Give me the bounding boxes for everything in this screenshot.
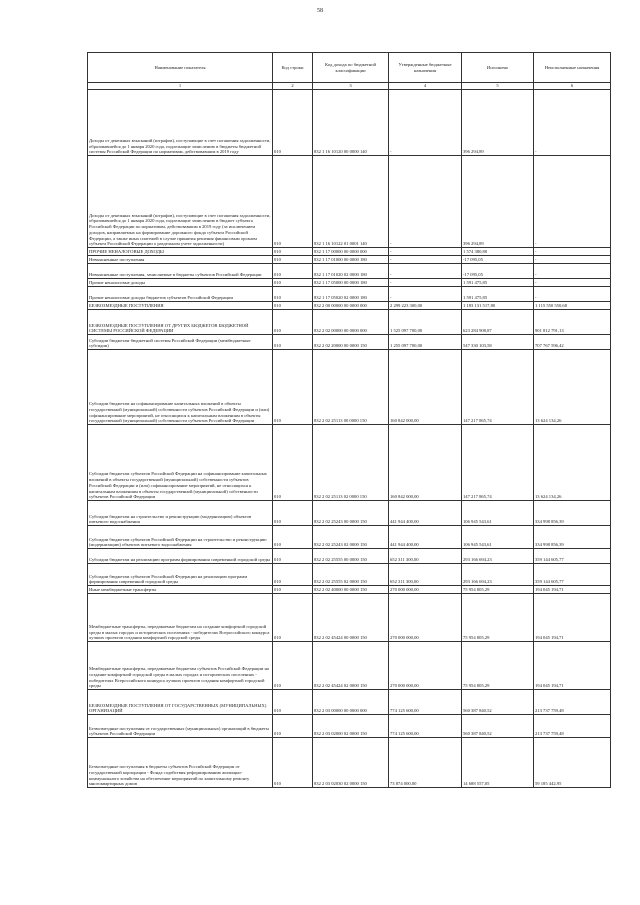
budget-class-code-cell: 832 1 17 01000 00 0000 180 bbox=[313, 256, 389, 264]
indicator-name-cell: БЕЗВОЗМЕЗДНЫЕ ПОСТУПЛЕНИЯ ОТ ГОСУДАРСТВЕННЫХ (МУНИЦИПАЛЬНЫХ) ОРГАНИЗАЦИЙ bbox=[88, 690, 273, 715]
indicator-name-cell: Доходы от денежных взысканий (штрафов), поступающие в счет погашения задолженности, образовавшейся до 1 января 2020 года, подлежащие зачислению в бюджеты бюджетной системы Российской Федерации по нормативам, действовавшим в 2019 году bbox=[88, 90, 273, 156]
approved-amount-cell: - bbox=[389, 264, 462, 279]
unexecuted-amount-cell: - bbox=[534, 264, 611, 279]
executed-amount-cell: 1 591 475,85 bbox=[462, 279, 534, 287]
indicator-name-cell: Субсидии бюджетам на реализацию программ формирования современной городской среды bbox=[88, 549, 273, 564]
indicator-name-cell: Субсидии бюджетам на софинансирование капитальных вложений в объекты государственной (муниципальной) собственности субъектов Российской Федерации и (или) софинансирование мероприятий, не относящихся к капитальным вложениям в объекты государственной (муниципальной) собственности субъектов Российской Федерации bbox=[88, 350, 273, 425]
column-number: 1 bbox=[88, 83, 273, 90]
header-line-code: Код строки bbox=[273, 53, 313, 83]
budget-class-code-cell: 832 2 02 00000 00 0000 000 bbox=[313, 310, 389, 335]
executed-amount-cell: 293 166 694,23 bbox=[462, 549, 534, 564]
executed-amount-cell: 547 330 103,58 bbox=[462, 335, 534, 350]
approved-amount-cell: 2 299 223 300,00 bbox=[389, 302, 462, 310]
unexecuted-amount-cell: - bbox=[534, 156, 611, 248]
line-code-cell: 010 bbox=[273, 690, 313, 715]
table-row bbox=[88, 715, 611, 738]
table-row bbox=[88, 642, 611, 690]
unexecuted-amount-cell: 359 144 605,77 bbox=[534, 549, 611, 564]
line-code-cell: 010 bbox=[273, 279, 313, 287]
budget-class-code-cell: 832 2 02 25243 00 0000 150 bbox=[313, 501, 389, 526]
table-row bbox=[88, 350, 611, 425]
line-code-cell: 010 bbox=[273, 715, 313, 738]
approved-amount-cell: - bbox=[389, 90, 462, 156]
indicator-name-cell: ПРОЧИЕ НЕНАЛОГОВЫЕ ДОХОДЫ bbox=[88, 248, 273, 256]
budget-class-code-cell: 832 1 17 01020 02 0000 180 bbox=[313, 264, 389, 279]
approved-amount-cell: 1 525 097 700,00 bbox=[389, 310, 462, 335]
executed-amount-cell: 623 284 908,87 bbox=[462, 310, 534, 335]
line-code-cell: 010 bbox=[273, 642, 313, 690]
approved-amount-cell: 270 000 000,00 bbox=[389, 586, 462, 594]
header-indicator-name: Наименование показателя bbox=[88, 53, 273, 83]
approved-amount-cell: - bbox=[389, 156, 462, 248]
budget-class-code-cell: 832 2 02 40000 00 0000 150 bbox=[313, 586, 389, 594]
unexecuted-amount-cell: - bbox=[534, 287, 611, 302]
income-report-table bbox=[87, 52, 611, 788]
indicator-name-cell: Невыясненные поступления bbox=[88, 256, 273, 264]
column-number: 5 bbox=[462, 83, 534, 90]
unexecuted-amount-cell: 707 767 596,42 bbox=[534, 335, 611, 350]
executed-amount-cell: 1 591 475,85 bbox=[462, 287, 534, 302]
executed-amount-cell: 293 166 694,23 bbox=[462, 564, 534, 586]
indicator-name-cell: Безвозмездные поступления от государственных (муниципальных) организаций в бюджеты субъектов Российской Федерации bbox=[88, 715, 273, 738]
table-row bbox=[88, 549, 611, 564]
budget-class-code-cell: 832 2 02 25243 02 0000 150 bbox=[313, 526, 389, 549]
budget-class-code-cell: 832 1 17 00000 00 0000 000 bbox=[313, 248, 389, 256]
indicator-name-cell: Прочие неналоговые доходы bbox=[88, 279, 273, 287]
approved-amount-cell: - bbox=[389, 287, 462, 302]
approved-amount-cell: - bbox=[389, 256, 462, 264]
approved-amount-cell: - bbox=[389, 248, 462, 256]
indicator-name-cell: Субсидии бюджетам субъектов Российской Федерации на софинансирование капитальных вложений в объекты государственной (муниципальной) собственности субъектов Российской Федерации и (или) софинансирование мероприятий, не относящихся к капитальным вложениям в объекты государственной (муниципальной) собственности субъектов Российской Федерации bbox=[88, 425, 273, 501]
line-code-cell: 010 bbox=[273, 287, 313, 302]
indicator-name-cell: Прочие неналоговые доходы бюджетов субъектов Российской Федерации bbox=[88, 287, 273, 302]
unexecuted-amount-cell: 359 144 605,77 bbox=[534, 564, 611, 586]
indicator-name-cell: Межбюджетные трансферты, передаваемые бюджетам на создание комфортной городской среды в малых городах и исторических поселениях - победителях Всероссийского конкурса лучших проектов создания комфортной городской среды bbox=[88, 594, 273, 642]
line-code-cell: 010 bbox=[273, 248, 313, 256]
indicator-name-cell: Субсидии бюджетам бюджетной системы Российской Федерации (межбюджетные субсидии) bbox=[88, 335, 273, 350]
line-code-cell: 010 bbox=[273, 501, 313, 526]
unexecuted-amount-cell: 194 045 194,71 bbox=[534, 594, 611, 642]
budget-class-code-cell: 832 2 03 02030 02 0000 150 bbox=[313, 738, 389, 788]
approved-amount-cell: 270 000 000,00 bbox=[389, 642, 462, 690]
unexecuted-amount-cell: - bbox=[534, 90, 611, 156]
unexecuted-amount-cell: 194 045 194,71 bbox=[534, 586, 611, 594]
unexecuted-amount-cell: 213 737 759,48 bbox=[534, 715, 611, 738]
unexecuted-amount-cell: 1 115 550 550,68 bbox=[534, 302, 611, 310]
indicator-name-cell: Субсидии бюджетам на строительство и реконструкцию (модернизацию) объектов питьевого водоснабжения bbox=[88, 501, 273, 526]
approved-amount-cell: 1 255 097 700,00 bbox=[389, 335, 462, 350]
column-number: 6 bbox=[534, 83, 611, 90]
unexecuted-amount-cell: - bbox=[534, 279, 611, 287]
table-row bbox=[88, 279, 611, 287]
executed-amount-cell: 1 574 380,80 bbox=[462, 248, 534, 256]
executed-amount-cell: 560 387 840,52 bbox=[462, 690, 534, 715]
page-number: 58 bbox=[317, 8, 323, 14]
unexecuted-amount-cell: 334 998 856,39 bbox=[534, 526, 611, 549]
budget-class-code-cell: 832 2 02 20000 00 0000 150 bbox=[313, 335, 389, 350]
unexecuted-amount-cell: 13 624 134,26 bbox=[534, 425, 611, 501]
executed-amount-cell: 75 954 805,29 bbox=[462, 642, 534, 690]
unexecuted-amount-cell: 59 185 442,95 bbox=[534, 738, 611, 788]
budget-class-code-cell: 832 2 02 45424 00 0000 150 bbox=[313, 594, 389, 642]
approved-amount-cell: 160 842 000,00 bbox=[389, 350, 462, 425]
executed-amount-cell: 106 945 543,61 bbox=[462, 526, 534, 549]
executed-amount-cell: 147 217 865,74 bbox=[462, 425, 534, 501]
table-row bbox=[88, 90, 611, 156]
header-executed: Исполнено bbox=[462, 53, 534, 83]
table-row bbox=[88, 586, 611, 594]
indicator-name-cell: Субсидии бюджетам субъектов Российской Федерации на реализацию программ формирования современной городской среды bbox=[88, 564, 273, 586]
table-row bbox=[88, 594, 611, 642]
unexecuted-amount-cell: 334 998 856,39 bbox=[534, 501, 611, 526]
executed-amount-cell: 396 294,89 bbox=[462, 156, 534, 248]
indicator-name-cell: Безвозмездные поступления в бюджеты субъектов Российской Федерации от государственной корпорации - Фонда содействия реформированию жилищно-коммунального хозяйства на обеспечение мероприятий по капитальному ремонту многоквартирных домов bbox=[88, 738, 273, 788]
table-row bbox=[88, 425, 611, 501]
unexecuted-amount-cell: 901 812 791,13 bbox=[534, 310, 611, 335]
line-code-cell: 010 bbox=[273, 302, 313, 310]
approved-amount-cell: 652 311 300,00 bbox=[389, 564, 462, 586]
executed-amount-cell: 14 688 557,05 bbox=[462, 738, 534, 788]
line-code-cell: 010 bbox=[273, 425, 313, 501]
header-unexecuted: Неисполненные назначения bbox=[534, 53, 611, 83]
executed-amount-cell: 106 945 543,61 bbox=[462, 501, 534, 526]
indicator-name-cell: Субсидии бюджетам субъектов Российской Федерации на строительство и реконструкцию (модернизацию) объектов питьевого водоснабжения bbox=[88, 526, 273, 549]
unexecuted-amount-cell: 13 624 134,26 bbox=[534, 350, 611, 425]
unexecuted-amount-cell: - bbox=[534, 256, 611, 264]
table-row bbox=[88, 564, 611, 586]
table-row bbox=[88, 526, 611, 549]
approved-amount-cell: 441 944 400,00 bbox=[389, 501, 462, 526]
table-row bbox=[88, 156, 611, 248]
approved-amount-cell: 160 842 000,00 bbox=[389, 425, 462, 501]
header-budget-class-code: Код дохода по бюджетной классификации bbox=[313, 53, 389, 83]
budget-class-code-cell: 832 1 17 05020 02 0000 180 bbox=[313, 287, 389, 302]
line-code-cell: 010 bbox=[273, 90, 313, 156]
report-body bbox=[88, 90, 611, 788]
unexecuted-amount-cell: 194 045 194,71 bbox=[534, 642, 611, 690]
budget-class-code-cell: 832 1 17 05000 00 0000 180 bbox=[313, 279, 389, 287]
executed-amount-cell: -17 095,05 bbox=[462, 264, 534, 279]
table-row bbox=[88, 287, 611, 302]
budget-class-code-cell: 832 1 16 10120 00 0000 140 bbox=[313, 90, 389, 156]
line-code-cell: 010 bbox=[273, 526, 313, 549]
line-code-cell: 010 bbox=[273, 264, 313, 279]
table-row bbox=[88, 738, 611, 788]
executed-amount-cell: 75 954 805,29 bbox=[462, 586, 534, 594]
column-number: 2 bbox=[273, 83, 313, 90]
executed-amount-cell: 396 294,89 bbox=[462, 90, 534, 156]
indicator-name-cell: Иные межбюджетные трансферты bbox=[88, 586, 273, 594]
executed-amount-cell: 560 387 840,52 bbox=[462, 715, 534, 738]
table-row bbox=[88, 256, 611, 264]
line-code-cell: 010 bbox=[273, 350, 313, 425]
line-code-cell: 010 bbox=[273, 549, 313, 564]
line-code-cell: 010 bbox=[273, 586, 313, 594]
unexecuted-amount-cell: - bbox=[534, 248, 611, 256]
indicator-name-cell: БЕЗВОЗМЕЗДНЫЕ ПОСТУПЛЕНИЯ bbox=[88, 302, 273, 310]
column-number: 4 bbox=[389, 83, 462, 90]
approved-amount-cell: 652 311 300,00 bbox=[389, 549, 462, 564]
line-code-cell: 010 bbox=[273, 256, 313, 264]
budget-class-code-cell: 832 2 00 00000 00 0000 000 bbox=[313, 302, 389, 310]
approved-amount-cell: 441 944 400,00 bbox=[389, 526, 462, 549]
approved-amount-cell: - bbox=[389, 279, 462, 287]
approved-amount-cell: 270 000 000,00 bbox=[389, 594, 462, 642]
table-row bbox=[88, 310, 611, 335]
line-code-cell: 010 bbox=[273, 310, 313, 335]
budget-class-code-cell: 832 2 02 25113 02 0000 150 bbox=[313, 425, 389, 501]
indicator-name-cell: Межбюджетные трансферты, передаваемые бюджетам субъектов Российской Федерации на создание комфортной городской среды в малых городах и исторических поселениях - победителях Всероссийского конкурса лучших проектов создания комфортной городской среды bbox=[88, 642, 273, 690]
approved-amount-cell: 774 125 600,00 bbox=[389, 715, 462, 738]
budget-class-code-cell: 832 2 03 02000 02 0000 150 bbox=[313, 715, 389, 738]
table-row bbox=[88, 690, 611, 715]
budget-class-code-cell: 832 2 02 25555 00 0000 150 bbox=[313, 549, 389, 564]
indicator-name-cell: Доходы от денежных взысканий (штрафов), поступающие в счет погашения задолженности, образовавшейся до 1 января 2020 года, подлежащие зачислению в бюджет субъекта Российской Федерации по нормативам, действовавшим в 2019 году (за исключением доходов, направляемых на формирование дорожного фонда субъекта Российской Федерации, а также иных платежей в случае принятия решения финансовым органом субъекта Российской Федерации о раздельном учете задолженности) bbox=[88, 156, 273, 248]
table-row bbox=[88, 302, 611, 310]
line-code-cell: 010 bbox=[273, 564, 313, 586]
executed-amount-cell: 147 217 865,74 bbox=[462, 350, 534, 425]
table-row bbox=[88, 248, 611, 256]
table-row bbox=[88, 501, 611, 526]
line-code-cell: 010 bbox=[273, 594, 313, 642]
table-row bbox=[88, 264, 611, 279]
executed-amount-cell: 75 954 805,29 bbox=[462, 594, 534, 642]
line-code-cell: 010 bbox=[273, 335, 313, 350]
column-number: 3 bbox=[313, 83, 389, 90]
line-code-cell: 010 bbox=[273, 738, 313, 788]
budget-class-code-cell: 832 2 02 25555 02 0000 150 bbox=[313, 564, 389, 586]
executed-amount-cell: -17 095,05 bbox=[462, 256, 534, 264]
line-code-cell: 010 bbox=[273, 156, 313, 248]
budget-class-code-cell: 832 2 02 25113 00 0000 150 bbox=[313, 350, 389, 425]
budget-class-code-cell: 832 1 16 10122 01 0001 140 bbox=[313, 156, 389, 248]
table-row bbox=[88, 335, 611, 350]
budget-class-code-cell: 832 2 02 45424 02 0000 150 bbox=[313, 642, 389, 690]
indicator-name-cell: Невыясненные поступления, зачисляемые в бюджеты субъектов Российской Федерации bbox=[88, 264, 273, 279]
budget-class-code-cell: 832 2 03 00000 00 0000 000 bbox=[313, 690, 389, 715]
header-approved: Утвержденные бюджетные назначения bbox=[389, 53, 462, 83]
indicator-name-cell: БЕЗВОЗМЕЗДНЫЕ ПОСТУПЛЕНИЯ ОТ ДРУГИХ БЮДЖЕТОВ БЮДЖЕТНОЙ СИСТЕМЫ РОССИЙСКОЙ ФЕДЕРАЦИИ bbox=[88, 310, 273, 335]
approved-amount-cell: 73 874 000,00 bbox=[389, 738, 462, 788]
unexecuted-amount-cell: 213 737 759,48 bbox=[534, 690, 611, 715]
approved-amount-cell: 774 125 600,00 bbox=[389, 690, 462, 715]
executed-amount-cell: 1 183 131 517,80 bbox=[462, 302, 534, 310]
